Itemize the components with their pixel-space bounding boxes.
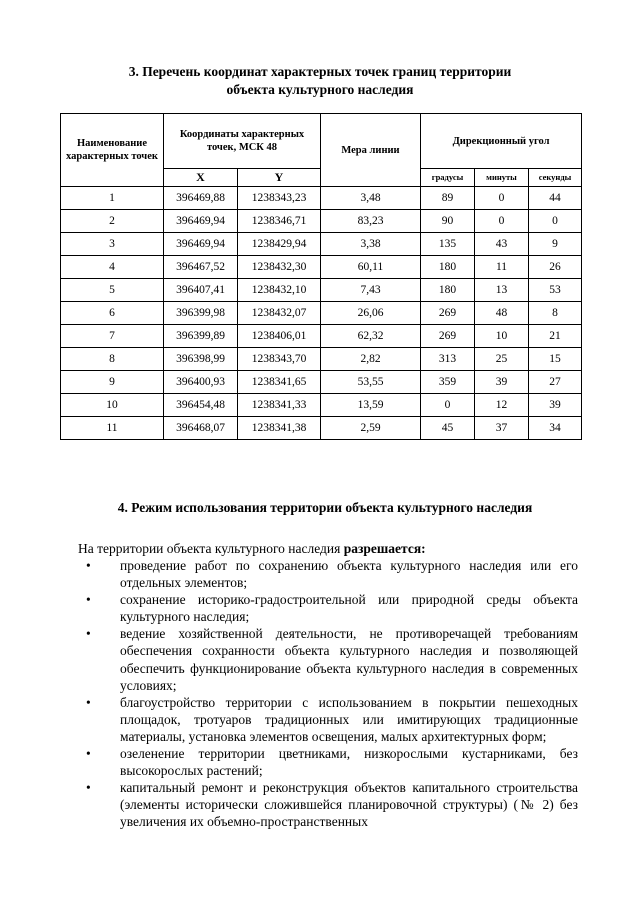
list-item-text: озеленение территории цветниками, низкорослыми кустарниками, без высокорослых растений; xyxy=(120,746,578,779)
table-row xyxy=(61,233,582,256)
angle-minutes-cell: 25 xyxy=(475,348,529,371)
section3-title-line1: 3. Перечень координат характерных точек границ территории xyxy=(128,64,512,79)
y-coordinate-cell: 1238341,65 xyxy=(238,371,321,394)
x-coordinate-cell: 396399,89 xyxy=(164,325,238,348)
point-number-cell: 11 xyxy=(61,417,164,440)
intro-text: На территории объекта культурного наследия xyxy=(78,541,344,556)
table-row xyxy=(61,371,582,394)
list-item-text: благоустройство территории с использованием в покрытии пешеходных площадок, тротуаров традиционных или имитирующих традиционные материалы, установка элементов освещения, малых архитектурных форм; xyxy=(120,694,578,744)
y-coordinate-cell: 1238341,33 xyxy=(238,394,321,417)
y-coordinate-cell: 1238406,01 xyxy=(238,325,321,348)
line-measure-cell: 2,82 xyxy=(321,348,421,371)
y-coordinate-cell: 1238343,70 xyxy=(238,348,321,371)
angle-degrees-cell: 90 xyxy=(421,210,475,233)
list-item xyxy=(78,625,578,693)
bullet-icon: • xyxy=(86,694,91,710)
angle-seconds-cell: 8 xyxy=(529,302,582,325)
angle-degrees-cell: 135 xyxy=(421,233,475,256)
y-coordinate-cell: 1238432,07 xyxy=(238,302,321,325)
list-item xyxy=(78,591,578,625)
header-x: X xyxy=(164,169,238,187)
angle-degrees-cell: 359 xyxy=(421,371,475,394)
angle-degrees-cell: 180 xyxy=(421,279,475,302)
angle-minutes-cell: 39 xyxy=(475,371,529,394)
angle-minutes-cell: 13 xyxy=(475,279,529,302)
list-item xyxy=(78,557,578,591)
header-degrees: градусы xyxy=(421,169,475,187)
bullet-icon: • xyxy=(86,592,91,608)
angle-seconds-cell: 34 xyxy=(529,417,582,440)
line-measure-cell: 13,59 xyxy=(321,394,421,417)
table-row xyxy=(61,279,582,302)
angle-minutes-cell: 12 xyxy=(475,394,529,417)
angle-minutes-cell: 48 xyxy=(475,302,529,325)
list-item-text: сохранение историко-градостроительной или природной среды объекта культурного наследия; xyxy=(120,592,578,625)
line-measure-cell: 83,23 xyxy=(321,210,421,233)
table-row xyxy=(61,187,582,210)
intro-bold: разрешается: xyxy=(343,541,426,556)
x-coordinate-cell: 396400,93 xyxy=(164,371,238,394)
bullet-icon: • xyxy=(86,558,91,573)
table-row xyxy=(61,394,582,417)
line-measure-cell: 3,38 xyxy=(321,233,421,256)
angle-seconds-cell: 26 xyxy=(529,256,582,279)
x-coordinate-cell: 396399,98 xyxy=(164,302,238,325)
table-row xyxy=(61,302,582,325)
x-coordinate-cell: 396469,88 xyxy=(164,187,238,210)
angle-degrees-cell: 269 xyxy=(421,302,475,325)
angle-degrees-cell: 45 xyxy=(421,417,475,440)
header-y: Y xyxy=(238,169,321,187)
x-coordinate-cell: 396468,07 xyxy=(164,417,238,440)
list-item xyxy=(78,779,578,830)
point-number-cell: 8 xyxy=(61,348,164,371)
x-coordinate-cell: 396467,52 xyxy=(164,256,238,279)
angle-minutes-cell: 11 xyxy=(475,256,529,279)
y-coordinate-cell: 1238341,38 xyxy=(238,417,321,440)
section4-title: 4. Режим использования территории объекта культурного наследия xyxy=(117,500,533,515)
table-row xyxy=(61,348,582,371)
angle-minutes-cell: 43 xyxy=(475,233,529,256)
list-item-text: проведение работ по сохранению объекта культурного наследия или его отдельных элементов; xyxy=(120,558,578,591)
point-number-cell: 2 xyxy=(61,210,164,233)
x-coordinate-cell: 396454,48 xyxy=(164,394,238,417)
line-measure-cell: 3,48 xyxy=(321,187,421,210)
line-measure-cell: 26,06 xyxy=(321,302,421,325)
list-item xyxy=(78,694,578,745)
line-measure-cell: 7,43 xyxy=(321,279,421,302)
angle-degrees-cell: 0 xyxy=(421,394,475,417)
angle-seconds-cell: 53 xyxy=(529,279,582,302)
header-minutes: минуты xyxy=(475,169,529,187)
table-row xyxy=(61,325,582,348)
point-number-cell: 4 xyxy=(61,256,164,279)
coordinates-table xyxy=(60,113,582,440)
y-coordinate-cell: 1238343,23 xyxy=(238,187,321,210)
point-number-cell: 5 xyxy=(61,279,164,302)
header-coordinates: Координаты характерных точек, МСК 48 xyxy=(164,114,321,169)
bullet-icon: • xyxy=(86,746,91,762)
angle-minutes-cell: 37 xyxy=(475,417,529,440)
angle-seconds-cell: 9 xyxy=(529,233,582,256)
table-row xyxy=(61,256,582,279)
list-item-text: капитальный ремонт и реконструкция объектов капитального строительства (элементы исторически сложившейся планировочной структуры) (№ 2) без увеличения их объемно-пространственных xyxy=(120,780,578,830)
header-point-name: Наименование характерных точек xyxy=(61,114,164,187)
point-number-cell: 10 xyxy=(61,394,164,417)
angle-seconds-cell: 15 xyxy=(529,348,582,371)
x-coordinate-cell: 396407,41 xyxy=(164,279,238,302)
header-seconds: секунды xyxy=(529,169,582,187)
angle-seconds-cell: 21 xyxy=(529,325,582,348)
angle-minutes-cell: 0 xyxy=(475,187,529,210)
angle-seconds-cell: 44 xyxy=(529,187,582,210)
header-direction-angle: Дирекционный угол xyxy=(421,114,582,169)
table-body xyxy=(61,187,582,440)
angle-degrees-cell: 89 xyxy=(421,187,475,210)
line-measure-cell: 60,11 xyxy=(321,256,421,279)
point-number-cell: 6 xyxy=(61,302,164,325)
y-coordinate-cell: 1238346,71 xyxy=(238,210,321,233)
point-number-cell: 9 xyxy=(61,371,164,394)
line-measure-cell: 62,32 xyxy=(321,325,421,348)
angle-minutes-cell: 10 xyxy=(475,325,529,348)
intro-paragraph xyxy=(78,540,598,557)
x-coordinate-cell: 396469,94 xyxy=(164,233,238,256)
table-row xyxy=(61,417,582,440)
section3-title xyxy=(60,63,580,99)
bullet-icon: • xyxy=(86,626,91,642)
y-coordinate-cell: 1238429,94 xyxy=(238,233,321,256)
angle-seconds-cell: 39 xyxy=(529,394,582,417)
point-number-cell: 7 xyxy=(61,325,164,348)
y-coordinate-cell: 1238432,30 xyxy=(238,256,321,279)
angle-seconds-cell: 0 xyxy=(529,210,582,233)
bullet-icon: • xyxy=(86,780,91,796)
x-coordinate-cell: 396469,94 xyxy=(164,210,238,233)
angle-minutes-cell: 0 xyxy=(475,210,529,233)
line-measure-cell: 2,59 xyxy=(321,417,421,440)
section3-title-line2: объекта культурного наследия xyxy=(226,82,414,97)
header-line-measure: Мера линии xyxy=(321,114,421,187)
line-measure-cell: 53,55 xyxy=(321,371,421,394)
y-coordinate-cell: 1238432,10 xyxy=(238,279,321,302)
table-row xyxy=(61,210,582,233)
angle-degrees-cell: 269 xyxy=(421,325,475,348)
angle-degrees-cell: 313 xyxy=(421,348,475,371)
list-item xyxy=(78,745,578,779)
point-number-cell: 3 xyxy=(61,233,164,256)
point-number-cell: 1 xyxy=(61,187,164,210)
permitted-list xyxy=(78,557,578,831)
angle-seconds-cell: 27 xyxy=(529,371,582,394)
list-item-text: ведение хозяйственной деятельности, не противоречащей требованиям обеспечения сохранности объекта культурного наследия и позволяющей обеспечить функционирование объекта культурного наследия в современных условиях; xyxy=(120,626,578,693)
angle-degrees-cell: 180 xyxy=(421,256,475,279)
x-coordinate-cell: 396398,99 xyxy=(164,348,238,371)
